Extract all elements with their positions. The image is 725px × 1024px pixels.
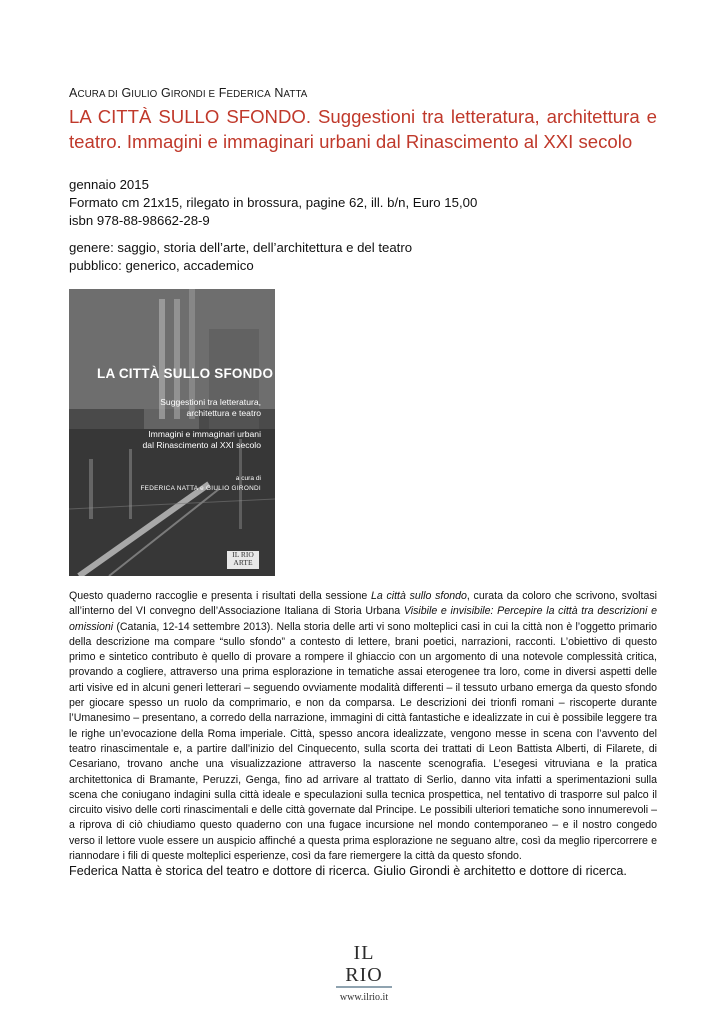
curators-prefix-initial: A <box>69 86 78 100</box>
curator1-first-initial: G <box>121 86 132 100</box>
cover-logo-bottom: ARTE <box>233 558 253 567</box>
cover-subtitle-2-line-1: Immagini e immaginari urbani <box>148 429 261 439</box>
authors-bio: Federica Natta è storica del teatro e dottore di ricerca. Giulio Girondi è architetto e dottore di ricerca. <box>69 864 627 878</box>
publisher-footer <box>334 942 394 1003</box>
curator1-first-rest: IULIO <box>131 89 158 100</box>
curator2-last-initial: N <box>274 86 284 100</box>
description-part-3: (Catania, 12-14 settembre 2013). Nella storia delle arti vi sono molteplici casi in cui la città non è l’oggetto primario della descrizione ma compare “sullo sfondo” a contesto di lettere, brani poetici, narrazioni, racconti. L’obiettivo di questo primo e sintetico contributo è quello di provare a rompere il ghiaccio con un argomento di una notevole complessità critica, provando a cogliere, attraverso una prima esplorazione in tematiche assai eterogenee tra loro, come in diversi aspetti delle arti visive ed in alcuni generi letterari – seguendo ovviamente modalità differenti – il tessuto urbano emerga da questo sfondo per giocare spesso un ruolo da comprimario, e non da comparsa. Le descrizioni dei trionfi romani – riscoperte durante l’Umanesimo – presentano, a corredo della narrazione, immagini di città fantastiche e idealizzate in cui è possibile leggere tra le righe un’evocazione della Roma imperiale. Città, spesso ancora idealizzate, vengono messe in scena con l’avvento del teatro rinascimentale e, a partire dall’inizio del Cinquecento, sulla scorta dei trattati di Leon Battista Alberti, di Filarete, di Cesariano, trovano anche una visualizzazione attraverso la nascente scenografia. L’esegesi vitruviana e la pratica architettonica di Bramante, Peruzzi, Genga, fino ad arrivare al trattato di Serlio, danno vita infatti a sperimentazioni sulla scena che coniugano indagini sulla città ideale e speculazioni sulla tecnica prospettica, nel tentativo di trasporre sul palco il circuito visivo delle corti rinascimentali e delle città governate dal Principe. Le possibili ulteriori tematiche sono innumerevoli – a riprova di ciò chiudiamo questo quaderno con una fugace incursione nel mondo contemporaneo – e il nostro congedo verso il lettore vuole essere un auspicio affinché a questa prima esplorazione ne seguano altre, così da meglio ripercorrere e riannodare i fili di queste molteplici esperienze, così da fare riemergere la città da questo sfondo. <box>69 620 657 863</box>
cover-title: LA CITTÀ SULLO SFONDO <box>97 366 274 381</box>
description-session-title: La città sullo sfondo <box>370 590 467 602</box>
book-genre: genere: saggio, storia dell’arte, dell’architettura e del teatro <box>69 240 413 255</box>
curator2-first-initial: F <box>218 86 227 100</box>
curator2-first-rest: EDERICA <box>226 89 271 100</box>
publisher-url[interactable]: www.ilrio.it <box>339 992 389 1003</box>
book-description <box>69 589 657 864</box>
cover-curated-by: a cura di <box>235 475 261 482</box>
book-format: Formato cm 21x15, rilegato in brossura, pagine 62, ill. b/n, Euro 15,00 <box>69 195 478 210</box>
description-conference-title: Visibile e invisibile: Percepire la città tra descrizioni e omissioni <box>69 605 658 633</box>
curators-line <box>69 86 307 100</box>
book-genre-block <box>69 239 412 275</box>
curators-prefix-rest: CURA DI <box>77 89 118 100</box>
cover-subtitle-1 <box>101 397 261 418</box>
cover-authors: FEDERICA NATTA e GIULIO GIRONDI <box>140 485 261 492</box>
cover-publisher-logo <box>227 551 259 569</box>
book-title: LA CITTÀ SULLO SFONDO. Suggestioni tra letteratura, architettura e teatro. Immagini e immaginari urbani dal Rinascimento al XXI secolo <box>69 106 657 152</box>
book-isbn: isbn 978-88-98662-28-9 <box>69 213 210 228</box>
cover-subtitle-1-line-1: Suggestioni tra letteratura, <box>160 397 261 407</box>
cover-logo-top: IL RIO <box>232 550 254 559</box>
publication-date: gennaio 2015 <box>69 177 149 192</box>
cover-subtitle-2 <box>91 429 261 450</box>
publisher-logo: IL RIO <box>345 942 383 986</box>
book-metadata <box>69 176 477 230</box>
book-audience: pubblico: generico, accademico <box>69 258 254 273</box>
book-cover-image <box>69 289 275 576</box>
cover-subtitle-2-line-2: dal Rinascimento al XXI secolo <box>142 439 261 450</box>
curator2-last-rest: ATTA <box>283 89 308 100</box>
cover-subtitle-1-line-2: architettura e teatro <box>186 407 261 418</box>
curator1-last-rest: IRONDI E <box>170 89 216 100</box>
description-part-2: , curata da coloro che scrivono, svoltasi all’interno del VI convegno dell’Associazione Italiana di Storia Urbana <box>69 590 657 618</box>
curator1-last-initial: G <box>160 86 171 100</box>
description-part-1: Questo quaderno raccoglie e presenta i risultati della sessione <box>69 590 371 602</box>
publisher-logo-stripe <box>336 986 392 988</box>
